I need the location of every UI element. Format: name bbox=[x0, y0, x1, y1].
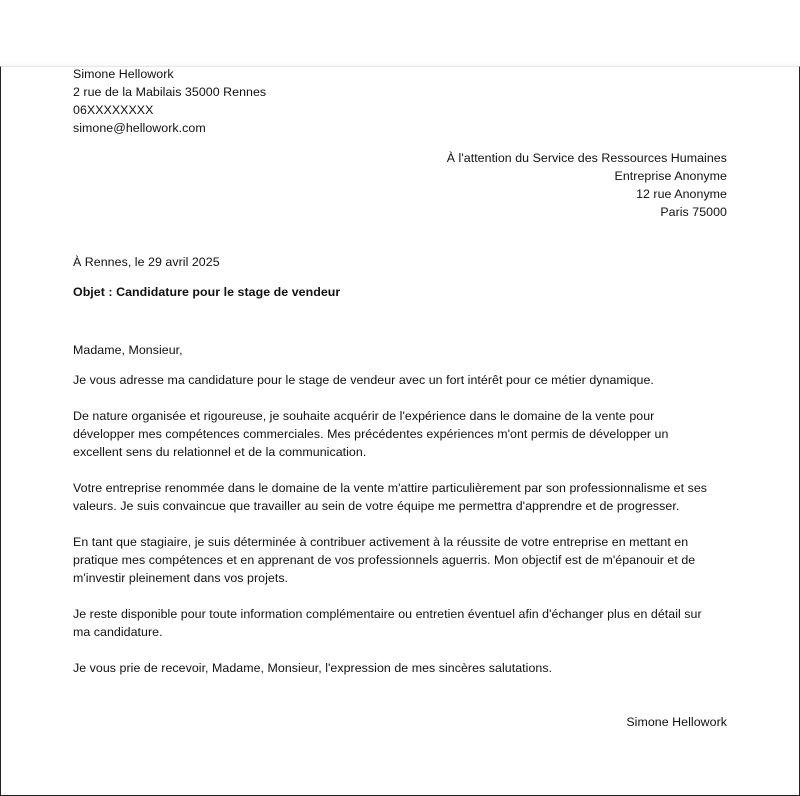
paragraph-line: Je vous adresse ma candidature pour le stage de vendeur avec un fort intérêt pour ce métier dynamique. bbox=[73, 373, 654, 387]
paragraph-line: valeurs. Je suis convaincue que travailler au sein de votre équipe me permettra d'apprendre et de progresser. bbox=[73, 499, 680, 513]
recipient-street: 12 rue Anonyme bbox=[636, 187, 727, 201]
recipient-city: Paris 75000 bbox=[660, 205, 727, 219]
recipient-attention: À l'attention du Service des Ressources Humaines bbox=[446, 151, 727, 165]
paragraph-line: Je vous prie de recevoir, Madame, Monsieur, l'expression de mes sincères salutations. bbox=[73, 661, 553, 675]
salutation: Madame, Monsieur, bbox=[73, 343, 183, 357]
body-paragraph bbox=[73, 407, 733, 461]
paragraph-line: Votre entreprise renommée dans le domaine de la vente m'attire particulièrement par son professionnalisme et ses bbox=[73, 481, 708, 495]
paragraph-line: De nature organisée et rigoureuse, je souhaite acquérir de l'expérience dans le domaine de la vente pour bbox=[73, 409, 655, 423]
sender-phone: 06XXXXXXXX bbox=[73, 103, 154, 117]
paragraph-line: pratique mes compétences et en apprenant de vos professionnels aguerris. Mon objectif est de m'épanouir et de bbox=[73, 553, 696, 567]
paragraph-line: En tant que stagiaire, je suis déterminée à contribuer activement à la réussite de votre entreprise en mettant en bbox=[73, 535, 689, 549]
body-paragraph bbox=[73, 533, 733, 587]
paragraph-line: ma candidature. bbox=[73, 625, 163, 639]
paragraph-line: Je reste disponible pour toute information complémentaire ou entretien éventuel afin d'échanger plus en détail sur bbox=[73, 607, 702, 621]
top-bar bbox=[0, 0, 800, 66]
signature: Simone Hellowork bbox=[626, 715, 727, 729]
sender-address: 2 rue de la Mabilais 35000 Rennes bbox=[73, 85, 267, 99]
sender-email: simone@hellowork.com bbox=[73, 121, 206, 135]
body-paragraph bbox=[73, 479, 733, 515]
letter-page bbox=[0, 66, 800, 796]
subject-line: Objet : Candidature pour le stage de vendeur bbox=[73, 285, 341, 299]
recipient-company: Entreprise Anonyme bbox=[614, 169, 727, 183]
body-paragraph bbox=[73, 371, 733, 389]
date-line: À Rennes, le 29 avril 2025 bbox=[73, 255, 220, 269]
paragraph-line: développer mes compétences commerciales. Mes précédentes expériences m'ont permis de développer un bbox=[73, 427, 669, 441]
sender-name: Simone Hellowork bbox=[73, 67, 174, 81]
body-paragraph bbox=[73, 659, 733, 677]
paragraph-line: m'investir pleinement dans vos projets. bbox=[73, 571, 289, 585]
paragraph-line: excellent sens du relationnel et de la communication. bbox=[73, 445, 367, 459]
body-paragraph bbox=[73, 605, 733, 641]
